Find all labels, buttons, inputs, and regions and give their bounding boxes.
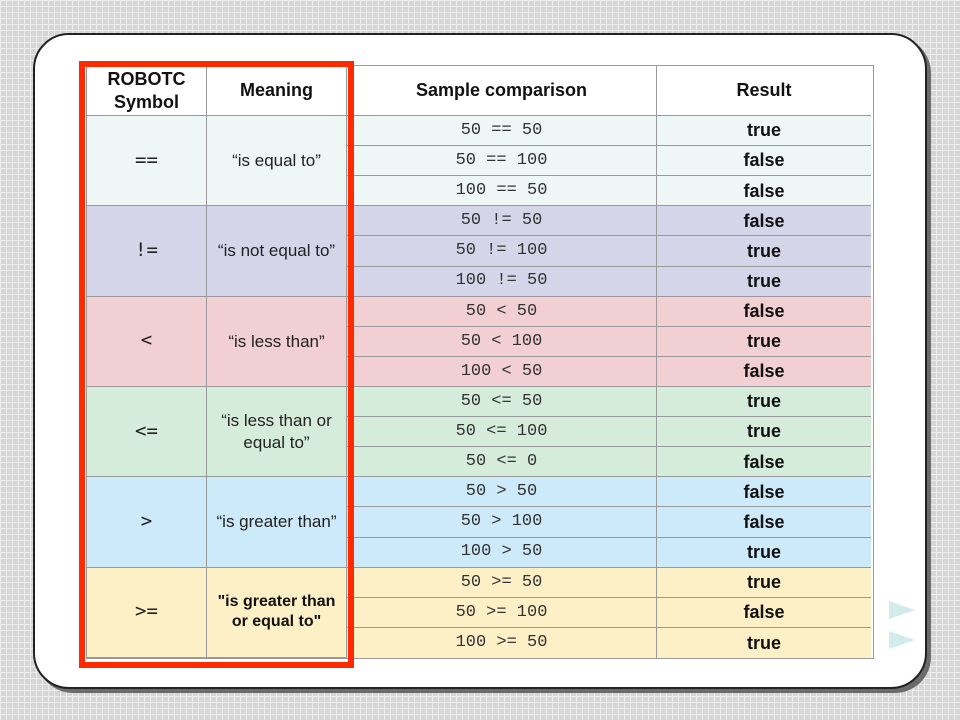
symbol-less-than: <: [87, 297, 207, 387]
sample-comparison: 50 > 100: [347, 507, 657, 537]
result-value: false: [657, 206, 871, 236]
meaning-equal: “is equal to”: [207, 116, 347, 206]
slide-card: [33, 33, 927, 689]
next-slide-arrow-icon-2[interactable]: [885, 627, 921, 653]
sample-comparison: 100 > 50: [347, 538, 657, 568]
result-value: false: [657, 477, 871, 507]
meaning-not-equal: “is not equal to”: [207, 206, 347, 296]
result-value: true: [657, 417, 871, 447]
result-value: true: [657, 116, 871, 146]
sample-comparison: 100 == 50: [347, 176, 657, 206]
meaning-greater-than: “is greater than”: [207, 477, 347, 567]
result-value: true: [657, 236, 871, 266]
sample-comparison: 50 > 50: [347, 477, 657, 507]
result-value: false: [657, 598, 871, 628]
result-value: true: [657, 387, 871, 417]
result-value: false: [657, 146, 871, 176]
symbol-greater-or-equal: >=: [87, 568, 207, 658]
sample-comparison: 100 < 50: [347, 357, 657, 387]
symbol-less-or-equal: <=: [87, 387, 207, 477]
sample-comparison: 50 != 100: [347, 236, 657, 266]
meaning-greater-or-equal: "is greater than or equal to": [207, 568, 347, 658]
sample-comparison: 50 <= 50: [347, 387, 657, 417]
sample-comparison: 50 == 100: [347, 146, 657, 176]
sample-comparison: 50 != 50: [347, 206, 657, 236]
header-symbol: ROBOTC Symbol: [87, 66, 207, 116]
result-value: false: [657, 507, 871, 537]
header-meaning: Meaning: [207, 66, 347, 116]
header-sample-comparison: Sample comparison: [347, 66, 657, 116]
sample-comparison: 100 >= 50: [347, 628, 657, 658]
result-value: true: [657, 267, 871, 297]
meaning-less-than: “is less than”: [207, 297, 347, 387]
result-value: true: [657, 568, 871, 598]
symbol-equal: ==: [87, 116, 207, 206]
sample-comparison: 50 == 50: [347, 116, 657, 146]
result-value: false: [657, 297, 871, 327]
sample-comparison: 50 < 50: [347, 297, 657, 327]
result-value: false: [657, 357, 871, 387]
result-value: true: [657, 628, 871, 658]
sample-comparison: 50 <= 100: [347, 417, 657, 447]
sample-comparison: 100 != 50: [347, 267, 657, 297]
header-result: Result: [657, 66, 871, 116]
sample-comparison: 50 <= 0: [347, 447, 657, 477]
next-slide-arrow-icon[interactable]: [885, 597, 921, 623]
sample-comparison: 50 < 100: [347, 327, 657, 357]
symbol-not-equal: !=: [87, 206, 207, 296]
meaning-less-or-equal: “is less than or equal to”: [207, 387, 347, 477]
comparison-operators-table: [86, 65, 874, 659]
symbol-greater-than: >: [87, 477, 207, 567]
result-value: true: [657, 538, 871, 568]
sample-comparison: 50 >= 100: [347, 598, 657, 628]
result-value: true: [657, 327, 871, 357]
sample-comparison: 50 >= 50: [347, 568, 657, 598]
result-value: false: [657, 176, 871, 206]
result-value: false: [657, 447, 871, 477]
